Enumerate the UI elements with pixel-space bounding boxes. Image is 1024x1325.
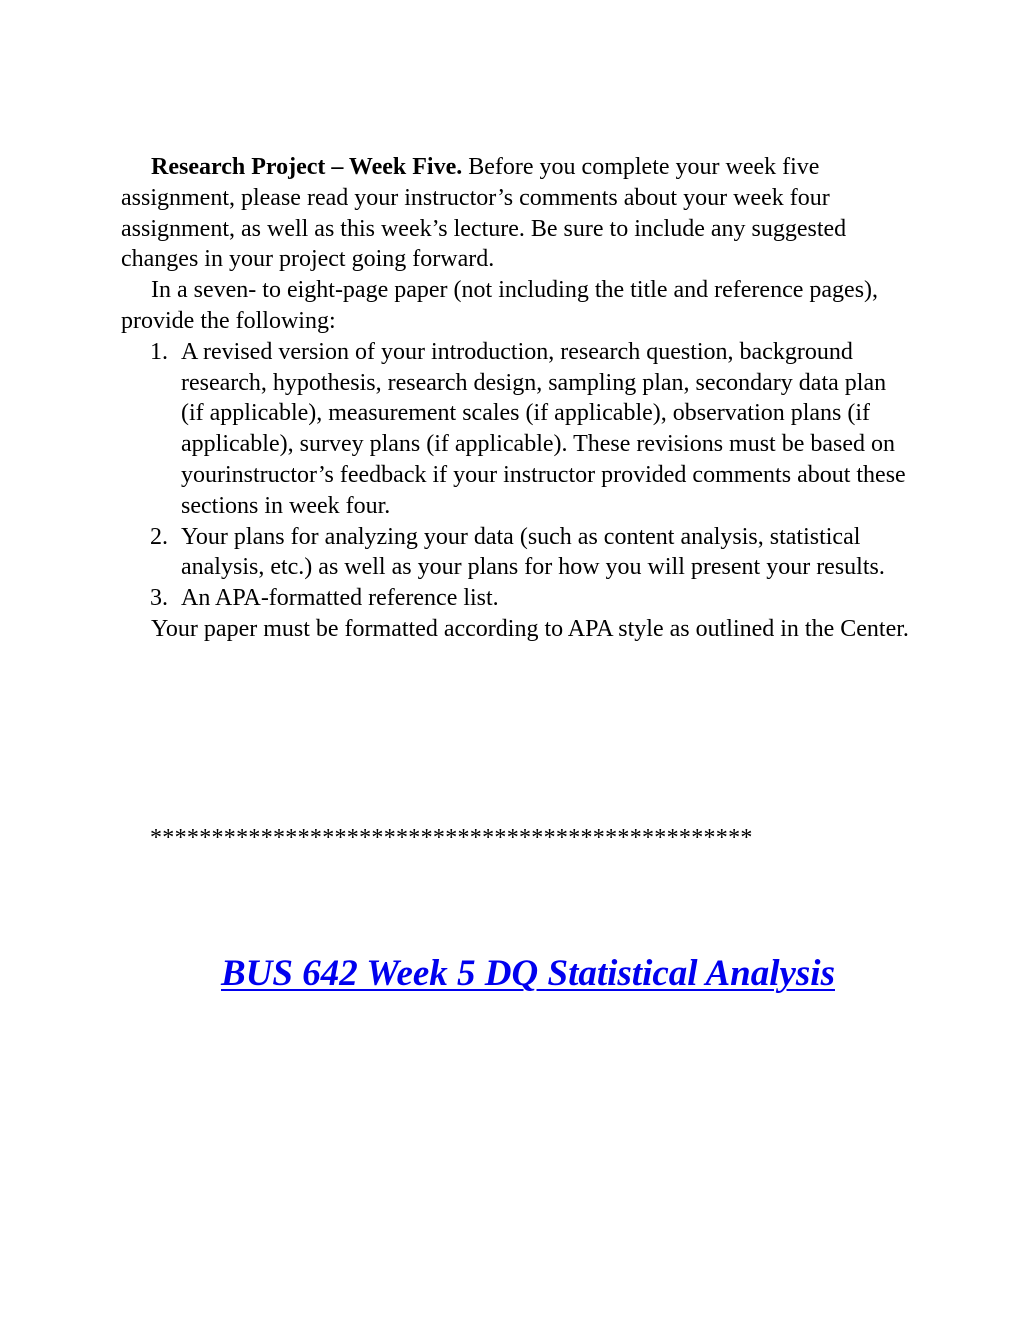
assignment-instruction: In a seven- to eight-page paper (not including the title and reference pages), provide the following: (121, 277, 879, 334)
formatting-note: Your paper must be formatted according to APA style as outlined in the Center. (151, 615, 909, 642)
list-item (121, 583, 911, 614)
assignment-title: Research Project – Week Five. (151, 154, 463, 180)
bus-642-week-5-link[interactable]: BUS 642 Week 5 DQ Statistical Analysis (221, 953, 835, 994)
assignment-body (121, 152, 911, 645)
list-item-text: An APA-formatted reference list. (181, 585, 499, 612)
list-item (121, 522, 911, 584)
list-item-number: 3. (150, 585, 168, 612)
requirements-list (121, 337, 911, 614)
list-item-text: Your plans for analyzing your data (such as content analysis, statistical analysis, etc.) as well as your plans for how you will present your results. (181, 523, 885, 581)
list-item (121, 337, 911, 522)
list-item-number: 2. (150, 523, 168, 550)
list-item-number: 1. (150, 338, 168, 365)
list-item-text: A revised version of your introduction, research question, background research, hypothesis, research design, sampling plan, secondary data plan (if applicable), measurement scales (if applicable), observation plans (if applicable), survey plans (if applicable). These revisions must be based on yourinstructor’s feedback if your instructor provided comments about these sections in week four. (181, 338, 906, 519)
assignment-intro-text: Before you complete your week five assignment, please read your instructor’s comments about your week four assignment, as well as this week’s lecture. Be sure to include any suggested changes in your project going forward. (121, 154, 847, 273)
bus-642-link-container (0, 950, 1024, 998)
asterisk-separator: ************************************************* (150, 825, 753, 851)
assignment-intro-paragraph (121, 152, 911, 275)
